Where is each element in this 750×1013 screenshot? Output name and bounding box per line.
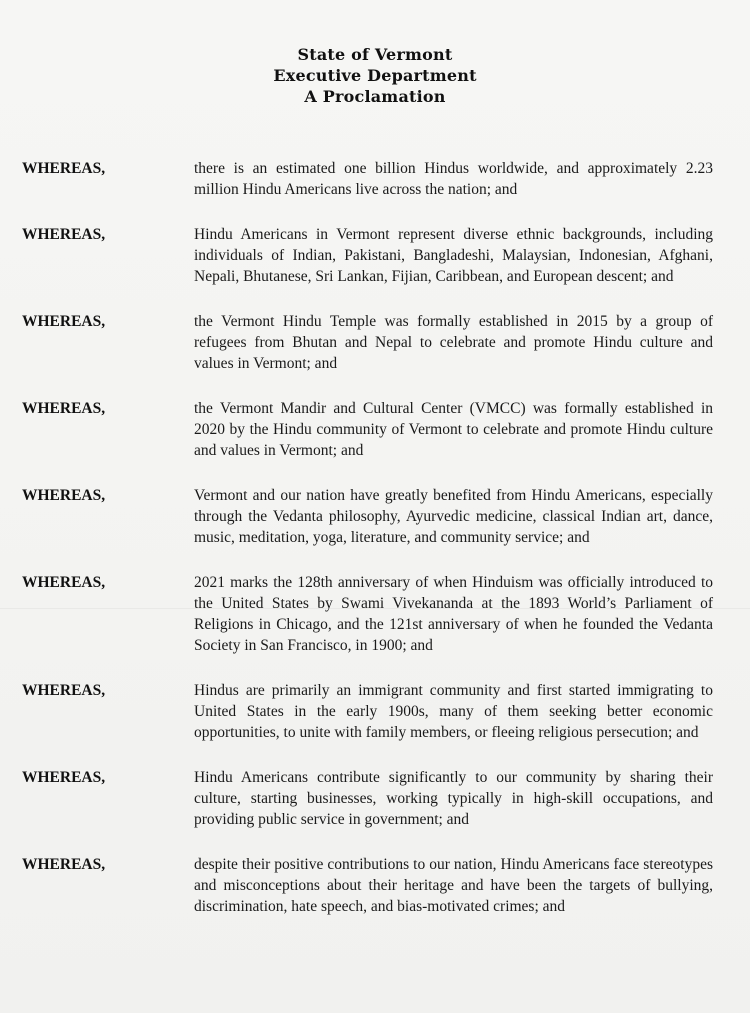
clause-text: 2021 marks the 128th anniversary of when Hinduism was officially introduced to the United States by Swami Vivekananda at the 1893 World’s Parliament of Religions in Chicago, and the 121st anniversary of when he founded the Vedanta Society in San Francisco, in 1900; and	[194, 574, 713, 654]
clause-label: WHEREAS,	[22, 769, 106, 786]
whereas-clause	[22, 311, 722, 374]
clause-text: Vermont and our nation have greatly benefited from Hindu Americans, especially through the Vedanta philosophy, Ayurvedic medicine, classical Indian art, dance, music, meditation, yoga, literature, and community service; and	[194, 487, 713, 546]
clause-label: WHEREAS,	[22, 487, 106, 504]
clause-text: despite their positive contributions to our nation, Hindu Americans face stereotypes and misconceptions about their heritage and have been the targets of bullying, discrimination, hate speech, and bias-motivated crimes; and	[194, 856, 713, 915]
clause-label: WHEREAS,	[22, 160, 106, 177]
clause-label: WHEREAS,	[22, 313, 106, 330]
clause-label: WHEREAS,	[22, 682, 106, 699]
clause-label: WHEREAS,	[22, 226, 106, 243]
clause-text: Hindus are primarily an immigrant community and first started immigrating to United States in the early 1900s, many of them seeking better economic opportunities, to unite with family members, or fleeing religious persecution; and	[194, 682, 713, 741]
whereas-clause	[22, 767, 722, 830]
whereas-clause	[22, 224, 722, 287]
whereas-clauses	[22, 158, 722, 941]
whereas-clause	[22, 398, 722, 461]
clause-label: WHEREAS,	[22, 856, 106, 873]
header-department: Executive Department	[273, 66, 477, 85]
clause-text: the Vermont Hindu Temple was formally established in 2015 by a group of refugees from Bhutan and Nepal to celebrate and promote Hindu culture and values in Vermont; and	[194, 313, 713, 372]
whereas-clause	[22, 854, 722, 917]
proclamation-header	[0, 44, 750, 107]
clause-text: Hindu Americans contribute significantly to our community by sharing their culture, starting businesses, working typically in high-skill occupations, and providing public service in government; and	[194, 769, 713, 828]
whereas-clause	[22, 680, 722, 743]
whereas-clause	[22, 158, 722, 200]
whereas-clause	[22, 485, 722, 548]
clause-label: WHEREAS,	[22, 400, 106, 417]
clause-text: the Vermont Mandir and Cultural Center (VMCC) was formally established in 2020 by the Hindu community of Vermont to celebrate and promote Hindu culture and values in Vermont; and	[194, 400, 713, 459]
whereas-clause	[22, 572, 722, 656]
header-proclamation: A Proclamation	[304, 87, 446, 106]
header-state: State of Vermont	[297, 45, 453, 64]
clause-label: WHEREAS,	[22, 574, 106, 591]
clause-text: there is an estimated one billion Hindus worldwide, and approximately 2.23 million Hindu Americans live across the nation; and	[194, 160, 713, 198]
clause-text: Hindu Americans in Vermont represent diverse ethnic backgrounds, including individuals of Indian, Pakistani, Bangladeshi, Malaysian, Indonesian, Afghani, Nepali, Bhutanese, Sri Lankan, Fijian, Caribbean, and European descent; and	[194, 226, 713, 285]
